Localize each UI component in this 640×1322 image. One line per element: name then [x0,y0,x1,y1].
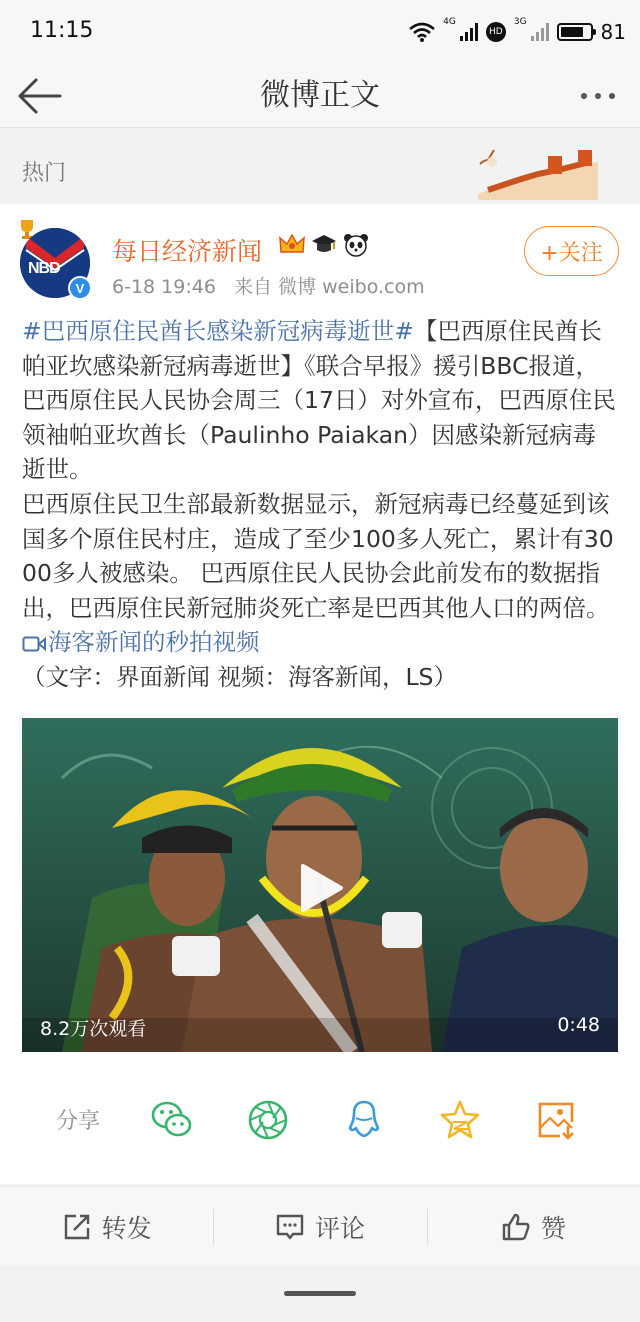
author-name[interactable]: 每日经济新闻 [112,237,263,266]
video-link[interactable] [22,628,260,656]
status-time: 11:15 [30,18,94,43]
video-player[interactable] [22,718,618,1052]
battery-percent: 81 [600,20,626,44]
moments-icon[interactable] [246,1098,290,1142]
author-avatar[interactable] [20,228,90,298]
more-button[interactable] [570,74,626,118]
like-button[interactable] [427,1187,640,1266]
post-content [22,314,618,695]
video-views: 8.2万次观看 [40,1018,147,1040]
great-wall-decoration [478,144,598,200]
wechat-icon[interactable] [150,1098,194,1142]
post-paragraph-1: 【巴西原住民酋长帕亚坎感染新冠病毒逝世】《联合早报》援引BBC报道，巴西原住民人民协会周三（17日）对外宣布，巴西原住民领袖帕亚坎酋长（Paulinho Paiakan）因感染新冠病毒逝世。 [22,317,616,484]
signal-icon-1 [460,23,478,41]
hd-voice-icon: HD [486,22,506,42]
qq-icon[interactable] [342,1098,386,1142]
play-icon[interactable] [299,862,345,914]
video-camera-icon [22,635,46,653]
comment-icon [275,1212,305,1242]
comment-label: 评论 [314,1213,365,1243]
post-time: 6-18 19:46 [112,276,216,298]
wifi-icon [409,22,435,42]
follow-button[interactable]: +关注 [524,226,619,276]
video-duration: 0:48 [557,1014,600,1036]
section-header [0,140,640,202]
comment-button[interactable] [213,1187,426,1266]
verified-badge: V [68,276,92,300]
repost-button[interactable] [0,1187,213,1266]
home-indicator[interactable] [284,1291,356,1296]
share-row [0,1084,640,1154]
like-label: 赞 [540,1213,566,1243]
signal-icon-2 [531,23,549,41]
post-paragraph-2: 巴西原住民卫生部最新数据显示，新冠病毒已经蔓延到该国多个原住民村庄，造成了至少100多人死亡，累计有3000多人被感染。 巴西原住民人民协会此前发布的数据指出，巴西原住民新冠肺炎死亡率是巴西其他人口的两倍。 [22,489,614,622]
status-icons [409,18,626,46]
status-bar [0,0,640,64]
graduation-cap-icon [310,232,338,258]
share-label: 分享 [56,1109,101,1134]
network-type-1: 4G [443,17,456,27]
post-meta [112,272,425,299]
post-credits: （文字：界面新闻 视频：海客新闻，LS） [22,662,457,691]
battery-icon [557,23,593,41]
repost-label: 转发 [101,1213,152,1243]
post-source: 来自 微博 weibo.com [234,276,425,298]
crown-icon [278,232,306,258]
video-link-label: 海客新闻的秒拍视频 [48,628,260,657]
post-card [0,204,640,1184]
author-badges [278,232,370,258]
network-type-2: 3G [513,17,527,27]
section-label: 热门 [22,161,67,186]
thumbs-up-icon [501,1212,531,1242]
page-title: 微博正文 [260,78,380,113]
topic-link[interactable]: #巴西原住民酋长感染新冠病毒逝世# [22,317,414,345]
avatar-text: NBD [28,260,60,277]
qzone-icon[interactable] [438,1098,482,1142]
action-bar [0,1186,640,1266]
save-image-icon[interactable] [534,1098,578,1142]
panda-icon [342,232,370,258]
nav-bar [0,64,640,128]
repost-icon [62,1212,92,1242]
